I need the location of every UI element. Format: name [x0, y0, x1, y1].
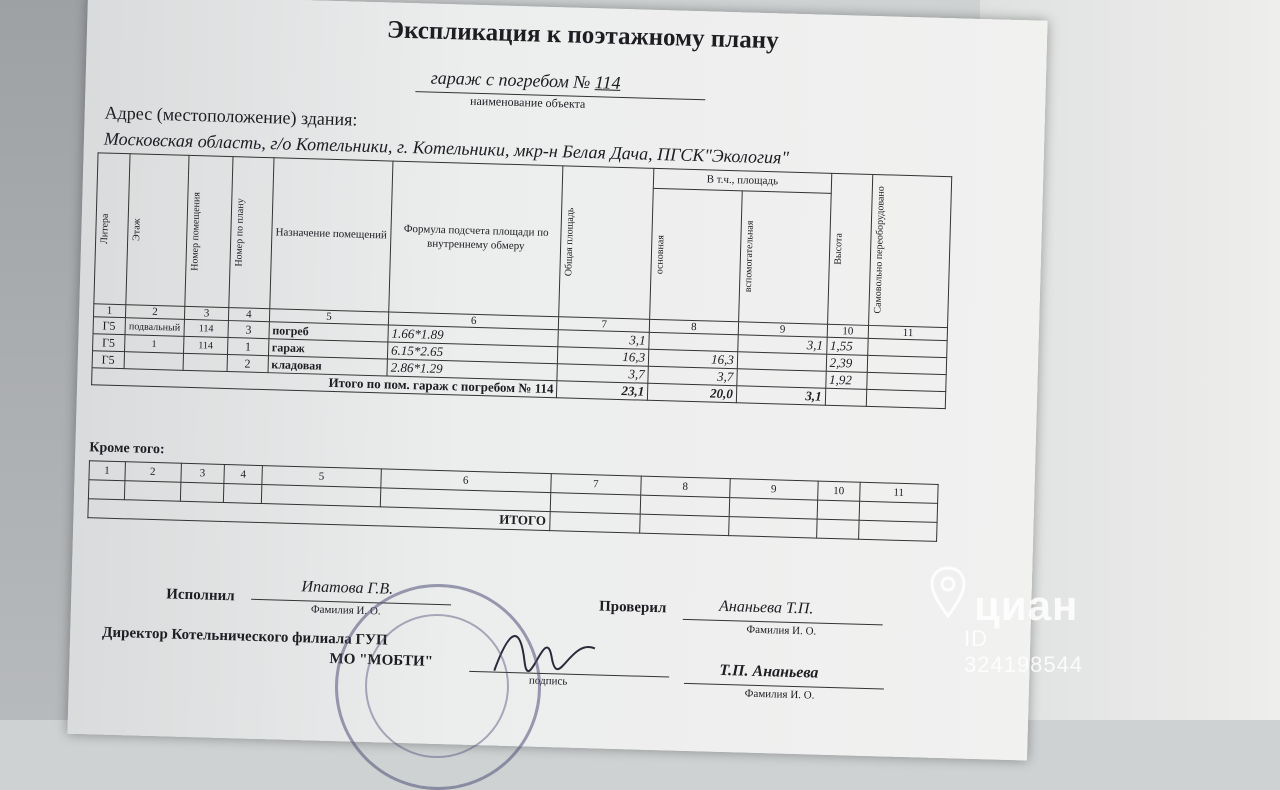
total-osnovnaya: 20,0 [647, 383, 736, 402]
checked-caption: Фамилия И. О. [746, 623, 817, 638]
header-obshchaya: Общая площадь [559, 166, 654, 319]
header-formula: Формула подсчета площади по внутреннему обмеру [389, 161, 563, 317]
director-name-caption: Фамилия И. О. [744, 687, 815, 702]
cell-samovol [868, 338, 947, 357]
official-stamp-inner [365, 614, 509, 758]
cell-name: гараж [268, 339, 388, 359]
index-cell: 11 [859, 482, 938, 503]
header-plan: Номер по плану [229, 157, 274, 309]
cell-samovol [867, 372, 946, 391]
index-cell: 2 [125, 305, 185, 320]
document-title: Экспликация к поэтажному плану [386, 16, 780, 55]
checked-label: Проверил [598, 598, 667, 617]
cell-litera: Г5 [93, 334, 125, 352]
checked-name: Ананьева Т.П. [718, 597, 814, 618]
cell-nomer: 114 [184, 319, 228, 337]
index-cell: 2 [125, 462, 181, 483]
cell-name: погреб [269, 322, 389, 342]
extra-label: Кроме того: [89, 440, 165, 458]
cell-formula: 6.15*2.65 [387, 342, 558, 364]
explication-table [91, 152, 952, 409]
index-cell: 3 [180, 463, 224, 483]
watermark-brand: циан [974, 582, 1079, 629]
index-cell: 6 [388, 312, 559, 330]
cell-litera: Г5 [93, 317, 125, 335]
cell-etazh [124, 352, 184, 371]
header-samovolno: Самовольно переоборудовано [869, 174, 952, 327]
cell-plan: 3 [228, 321, 269, 339]
extra-table [87, 460, 938, 542]
index-cell: 6 [381, 469, 551, 493]
index-cell: 10 [827, 324, 869, 338]
total-obshchaya: 23,1 [557, 381, 648, 401]
header-osnovnaya: основная [650, 189, 742, 322]
cell-total: 3,7 [557, 364, 648, 384]
object-name [430, 68, 620, 94]
index-cell: 3 [184, 306, 228, 320]
address-value: Московская область, г/о Котельники, г. Котельники, мкр-н Белая Дача, ПГСК"Экология" [103, 128, 790, 168]
cell-nomer: 114 [184, 336, 228, 354]
cell-height: 1,55 [826, 337, 868, 355]
header-vysota: Высота [827, 173, 873, 325]
index-cell: 1 [93, 304, 125, 318]
cell-plan: 1 [227, 338, 268, 356]
index-cell: 8 [649, 319, 738, 334]
header-vspomogatelnaya: вспомогательная [738, 191, 830, 324]
header-etazh: Этаж [125, 154, 189, 307]
object-number: 114 [594, 72, 621, 93]
executed-label: Исполнил [166, 586, 235, 605]
extra-total-label: ИТОГО [88, 499, 550, 531]
index-cell: 1 [89, 461, 125, 481]
cell-height: 2,39 [826, 354, 868, 372]
total-vspomogatelnaya: 3,1 [736, 386, 825, 405]
cell-total: 16,3 [558, 347, 649, 367]
object-prefix: гараж с погребом № [430, 67, 591, 93]
document-sheet [67, 0, 1047, 761]
index-cell: 4 [228, 308, 269, 322]
director-title-line1: Директор Котельнического филиала ГУП [101, 624, 388, 649]
index-cell: 4 [224, 464, 262, 484]
location-pin-icon [928, 564, 968, 624]
header-nomer: Номер помещения [185, 155, 233, 307]
index-cell: 5 [269, 309, 389, 325]
header-naznachenie: Назначение помещений [269, 158, 392, 312]
cell-main: 16,3 [648, 349, 737, 368]
cell-etazh: 1 [124, 335, 184, 354]
header-litera: Литера [94, 153, 130, 305]
cell-total: 3,1 [558, 330, 649, 350]
cell-formula: 1.66*1.89 [388, 325, 559, 347]
cell-name: кладовая [268, 356, 388, 376]
cell-etazh: подвальный [125, 318, 185, 337]
index-cell: 8 [641, 476, 730, 497]
index-cell: 5 [262, 466, 381, 488]
total-empty [867, 389, 946, 408]
object-caption: наименование объекта [469, 93, 586, 111]
cell-plan: 2 [227, 355, 268, 373]
executed-name: Ипатова Г.В. [301, 578, 394, 598]
cell-aux: 3,1 [738, 335, 827, 354]
cell-litera: Г5 [92, 351, 124, 369]
cell-nomer [183, 353, 227, 371]
index-cell: 7 [559, 317, 650, 333]
director-title-line2: МО "МОБТИ" [329, 651, 434, 670]
cell-main: 3,7 [648, 366, 737, 385]
total-label: Итого по пом. гараж с погребом № 114 [92, 368, 558, 398]
watermark-id: ID 324198544 [964, 626, 1084, 677]
cell-formula: 2.86*1.29 [387, 359, 558, 381]
index-cell: 10 [818, 481, 860, 501]
cell-samovol [868, 355, 947, 374]
header-v-tch: В т.ч., площадь [653, 168, 831, 193]
director-name: Т.П. Ананьева [719, 661, 819, 682]
index-cell: 11 [869, 325, 948, 340]
index-cell: 9 [729, 479, 818, 500]
director-sign-caption: подпись [528, 674, 568, 688]
total-empty [825, 388, 867, 406]
index-cell: 9 [738, 322, 827, 337]
executed-caption: Фамилия И. О. [310, 603, 381, 618]
address-label: Адрес (местоположение) здания: [104, 102, 358, 130]
cell-height: 1,92 [825, 371, 867, 389]
index-cell: 7 [550, 474, 641, 496]
